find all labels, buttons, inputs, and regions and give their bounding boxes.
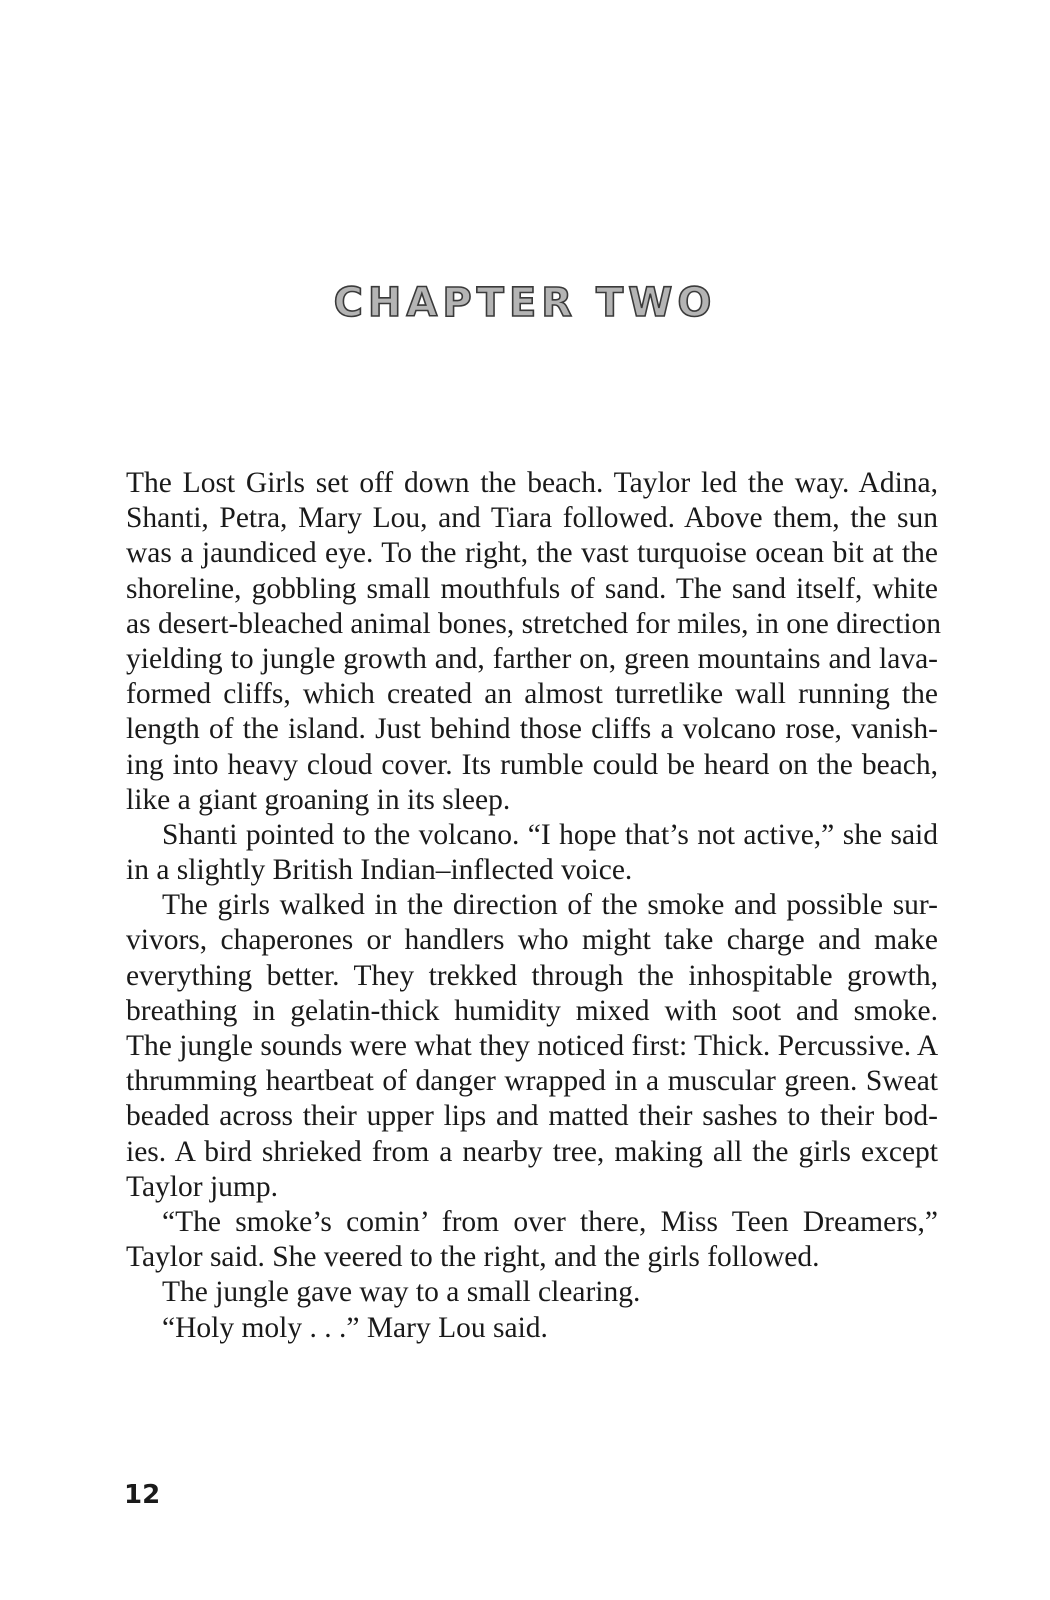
body-text-line: thrumming heartbeat of danger wrapped in a muscular green. Sweat — [126, 1065, 938, 1098]
body-text-line: as desert-bleached animal bones, stretched for miles, in one direction — [126, 607, 942, 640]
body-text-line: ing into heavy cloud cover. Its rumble could be heard on the beach, — [126, 748, 938, 781]
body-text-line: formed cliffs, which created an almost turretlike wall running the — [126, 678, 938, 711]
body-text-line: breathing in gelatin-thick humidity mixed with soot and smoke. — [126, 994, 938, 1027]
body-text-line: The jungle sounds were what they noticed first: Thick. Percussive. A — [126, 1030, 939, 1062]
body-text-line: shoreline, gobbling small mouthfuls of sand. The sand itself, white — [126, 572, 938, 605]
body-text-line: Taylor said. She veered to the right, and the girls followed. — [126, 1241, 820, 1274]
page-number: 12 — [124, 1480, 161, 1510]
body-text-line: “The smoke’s comin’ from over there, Miss Teen Dreamers,” — [162, 1205, 938, 1238]
body-text-line: ies. A bird shrieked from a nearby tree, making all the girls except — [126, 1135, 938, 1168]
body-text-line: length of the island. Just behind those cliffs a volcano rose, vanish- — [126, 713, 938, 746]
body-text-line: vivors, chaperones or handlers who might take charge and make — [126, 924, 938, 957]
body-text-line: like a giant groaning in its sleep. — [126, 783, 511, 816]
body-text-line: Shanti, Petra, Mary Lou, and Tiara followed. Above them, the sun — [126, 502, 938, 535]
body-text-line: The girls walked in the direction of the smoke and possible sur- — [162, 889, 938, 922]
body-text-line: The Lost Girls set off down the beach. Taylor led the way. Adina, — [126, 467, 938, 499]
body-text-line: “Holy moly . . .” Mary Lou said. — [162, 1311, 548, 1344]
body-text-line: Taylor jump. — [126, 1170, 278, 1203]
body-text-line: Shanti pointed to the volcano. “I hope that’s not active,” she said — [162, 818, 938, 851]
body-text-line: yielding to jungle growth and, farther on, green mountains and lava- — [126, 642, 938, 675]
body-text-line: everything better. They trekked through the inhospitable growth, — [126, 959, 938, 992]
chapter-body-text — [126, 466, 942, 1346]
chapter-title: CHAPTER TWO — [333, 280, 717, 326]
body-text-line: in a slightly British Indian–inflected voice. — [126, 854, 633, 887]
body-text-line: was a jaundiced eye. To the right, the vast turquoise ocean bit at the — [126, 537, 938, 570]
body-text-line: The jungle gave way to a small clearing. — [162, 1276, 641, 1309]
body-text-line: beaded across their upper lips and matted their sashes to their bod- — [126, 1100, 938, 1133]
